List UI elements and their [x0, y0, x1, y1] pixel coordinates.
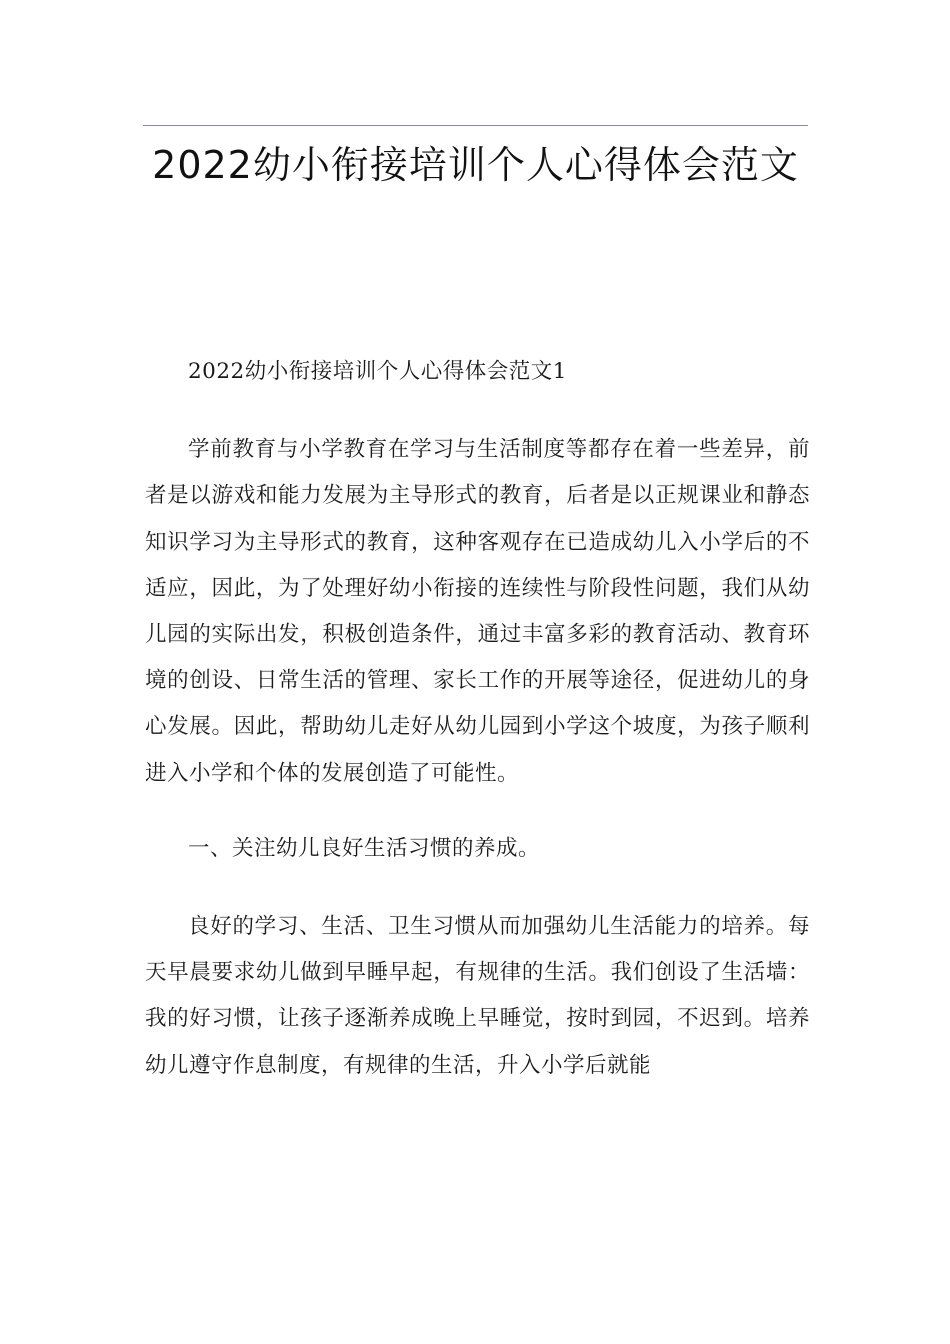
document-title: 2022幼小衔接培训个人心得体会范文	[152, 143, 799, 187]
header-rule	[143, 125, 808, 126]
paragraph-intro: 学前教育与小学教育在学习与生活制度等都存在着一些差异，前者是以游戏和能力发展为主导形式的教育，后者是以正规课业和静态知识学习为主导形式的教育，这种客观存在已造成幼儿入小学后的不适应，因此，为了处理好幼小衔接的连续性与阶段性问题，我们从幼儿园的实际出发，积极创造条件，通过丰富多彩的教育活动、教育环境的创设、日常生活的管理、家长工作的开展等途径，促进幼儿的身心发展。因此，帮助幼儿走好从幼儿园到小学这个坡度，为孩子顺利进入小学和个体的发展创造了可能性。	[145, 437, 810, 786]
paragraph-habits: 良好的学习、生活、卫生习惯从而加强幼儿生活能力的培养。每天早晨要求幼儿做到早睡早起，有规律的生活。我们创设了生活墙：我的好习惯，让孩子逐渐养成晚上早睡觉，按时到园，不迟到。培养幼儿遵守作息制度，有规律的生活，升入小学后就能	[145, 914, 810, 1078]
subheading-habits: 一、关注幼儿良好生活习惯的养成。	[188, 835, 541, 861]
section-heading: 2022幼小衔接培训个人心得体会范文1	[188, 359, 567, 384]
document-body	[145, 349, 810, 1089]
